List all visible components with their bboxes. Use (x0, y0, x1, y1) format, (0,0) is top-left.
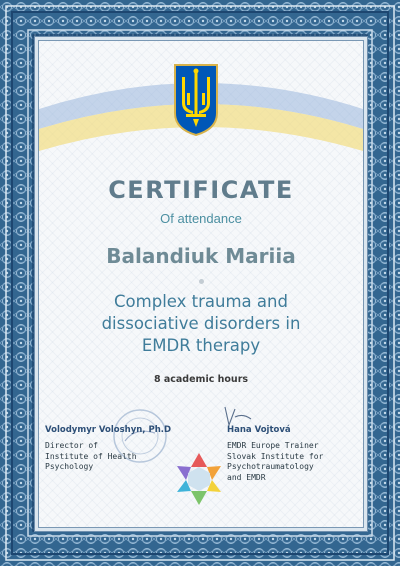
course-title (39, 291, 363, 357)
signatory-role-line: Director of (45, 441, 98, 450)
academic-hours: 8 academic hours (153, 374, 249, 385)
course-title-line: Complex trauma and (114, 292, 288, 311)
course-title-line: EMDR therapy (141, 336, 261, 355)
divider-dot (199, 279, 204, 284)
signatory-role-line: Slovak Institute for (227, 451, 324, 461)
certificate-title: CERTIFICATE (108, 176, 294, 204)
signatory-role-line: Institute of Health (45, 451, 137, 461)
signatory-role-line: and EMDR (227, 472, 266, 482)
recipient-name: Balandiuk Mariia (106, 244, 296, 268)
certificate-subtitle: Of attendance (160, 211, 242, 226)
signatory-right (227, 425, 359, 483)
certificate-body (38, 40, 364, 528)
signatory-name: Hana Vojtová (227, 425, 291, 435)
signatory-role (227, 441, 359, 483)
signatory-role-line: EMDR Europe Trainer (227, 441, 319, 450)
course-title-line: dissociative disorders in (101, 314, 301, 333)
signatory-name: Volodymyr Voloshyn, Ph.D (45, 425, 172, 435)
signatory-role-line: Psychology (45, 462, 94, 471)
coat-of-arms-icon (173, 63, 219, 137)
institute-logo-icon (169, 449, 229, 509)
signatory-role-line: Psychotraumatology (227, 462, 314, 471)
